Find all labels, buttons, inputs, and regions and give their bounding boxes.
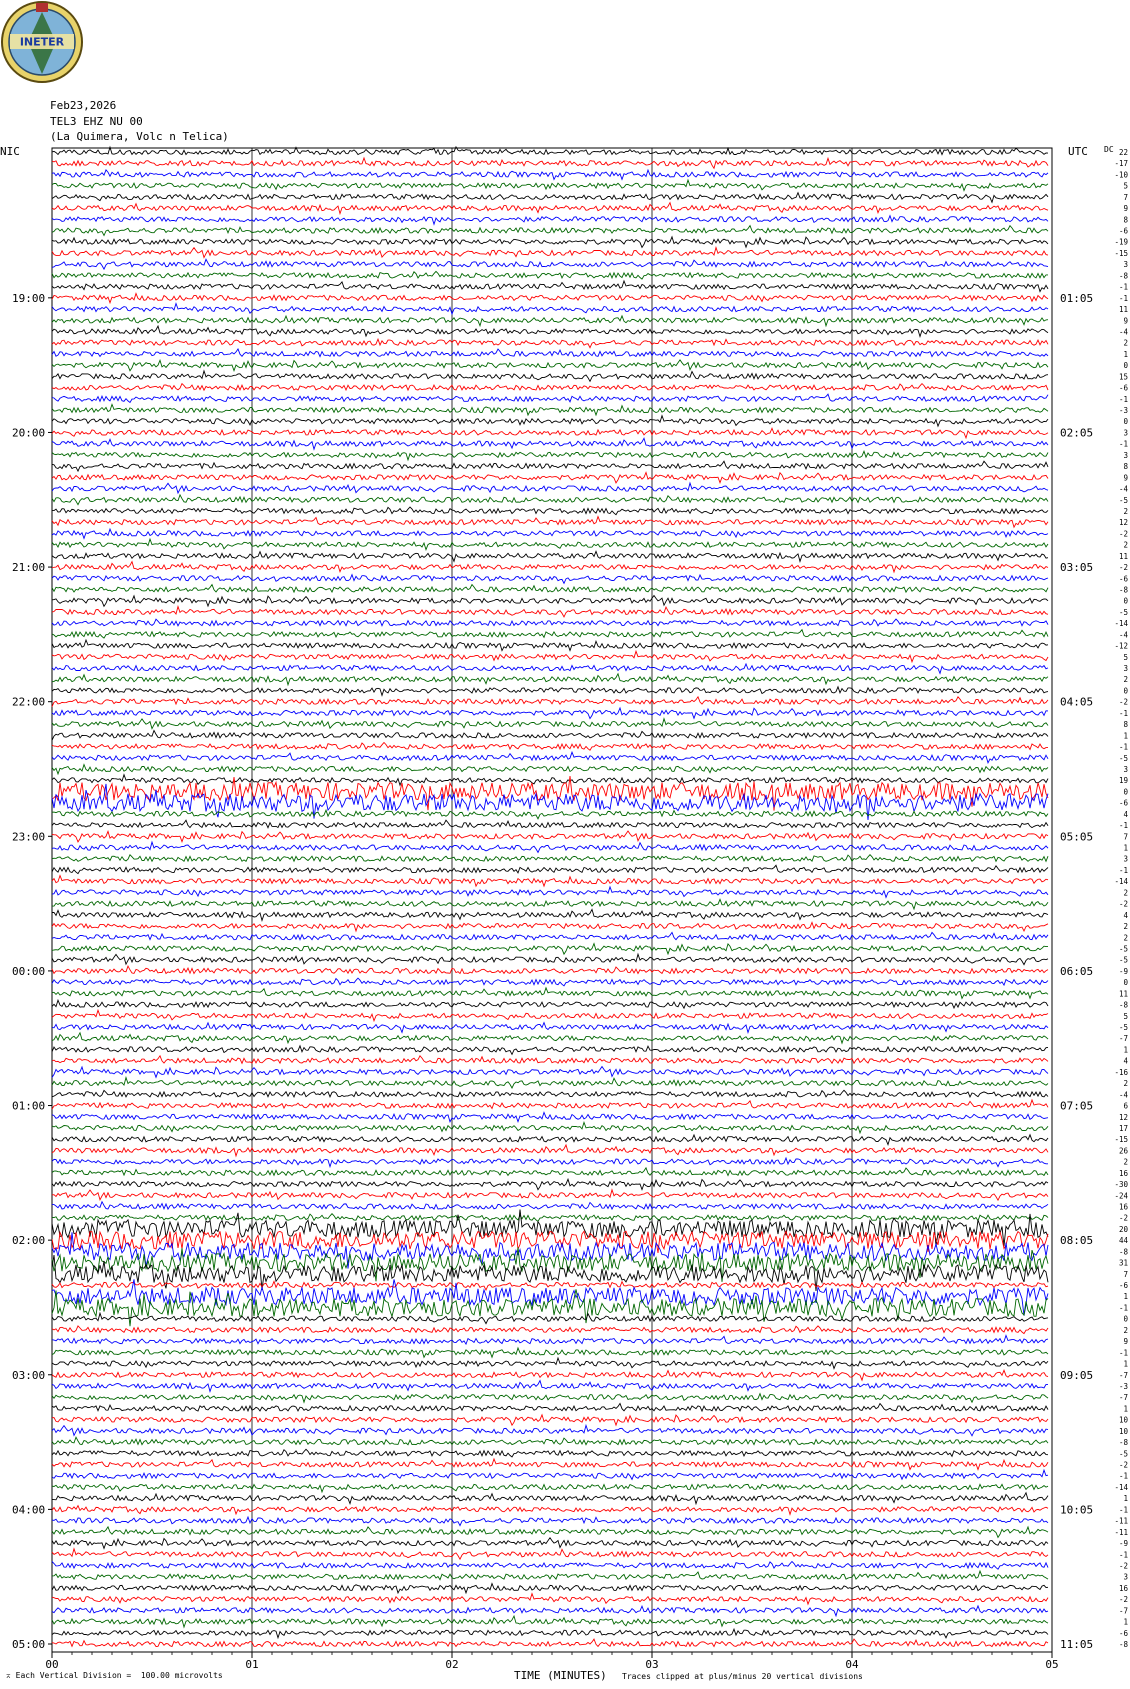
dc-offset-label: -11 [1114,1527,1128,1537]
dc-offset-label: 1 [1123,349,1128,359]
dc-offset-label: 7 [1123,832,1128,842]
dc-offset-label: 4 [1123,1056,1128,1066]
trace-row [52,1202,1048,1209]
trace-row [52,1214,1048,1222]
trace-row [52,203,1048,214]
trace-row [52,1584,1048,1593]
dc-offset-label: -6 [1118,383,1128,393]
trace-row [52,1484,1048,1492]
dc-offset-label: 5 [1123,1011,1128,1021]
dc-offset-label: 26 [1118,1146,1128,1156]
trace-row [52,438,1048,449]
trace-row [52,316,1048,326]
trace-row [52,909,1048,920]
dc-offset-label: -4 [1118,630,1128,640]
dc-offset-label: 7 [1123,192,1128,202]
trace-row [52,483,1048,493]
trace-row [52,1100,1048,1109]
dc-offset-label: 10 [1118,1415,1128,1425]
trace-row [52,495,1048,505]
footer-clip-note: Traces clipped at plus/minus 20 vertical divisions [622,1672,863,1681]
nic-time-label: 02:00 [12,1234,46,1248]
footer-scale-note: ⌅ Each Vertical Division = 100.00 microvolts [6,1671,223,1680]
dc-offset-label: -16 [1114,1067,1128,1077]
nic-time-label: 23:00 [12,830,46,844]
utc-time-label: 01:05 [1060,291,1094,305]
utc-time-label: 06:05 [1060,964,1094,978]
dc-offset-label: -7 [1118,1370,1128,1380]
trace-row [52,248,1048,258]
nic-time-label: 22:00 [12,695,46,709]
trace-row [52,1168,1048,1176]
dc-offset-label: -6 [1118,798,1128,808]
dc-offset-label: 11 [1118,989,1128,999]
dc-offset-label: -11 [1114,1516,1128,1526]
trace-row [52,585,1048,593]
trace-row [52,428,1048,438]
dc-offset-label: 3 [1123,428,1128,438]
trace-row [52,1358,1048,1369]
dc-offset-label: -4 [1118,1090,1128,1100]
trace-row [52,1000,1048,1008]
nic-time-label: 01:00 [12,1099,46,1113]
trace-row [52,1067,1048,1078]
dc-offset-label: 4 [1123,809,1128,819]
trace-row [52,1326,1048,1334]
trace-row [52,687,1048,696]
dc-offset-label: -15 [1114,248,1128,258]
dc-offset-label: 22 [1118,148,1128,157]
nic-time-label: 21:00 [12,561,46,575]
dc-offset-label: -5 [1118,944,1128,954]
dc-offset-label: 0 [1123,596,1128,606]
dc-offset-label: 16 [1118,1202,1128,1212]
dc-offset-label: 0 [1123,417,1128,427]
trace-row [52,158,1048,168]
dc-offset-label: 12 [1118,518,1128,528]
dc-offset-label: -1 [1118,821,1128,831]
trace-row [52,1145,1048,1156]
trace-row [52,1370,1048,1380]
dc-offset-label: -1 [1118,1348,1128,1358]
trace-row [52,416,1048,427]
dc-offset-label: -9 [1118,966,1128,976]
utc-time-label: 02:05 [1060,426,1094,440]
dc-offset-label: -5 [1118,955,1128,965]
dc-offset-label: 0 [1123,686,1128,696]
dc-offset-label: 11 [1118,305,1128,315]
right-axis-label: UTC [1068,145,1088,158]
dc-offset-label: -8 [1118,271,1128,281]
trace-row [52,630,1048,638]
dc-offset-label: -14 [1114,619,1128,629]
dc-offset-label: -6 [1118,1281,1128,1291]
trace-row [52,932,1048,940]
trace-row [52,1527,1048,1538]
dc-offset-label: -1 [1118,708,1128,718]
trace-row [52,1190,1048,1200]
trace-row [52,1437,1048,1445]
trace-row [52,1281,1048,1290]
trace-row [52,887,1048,898]
trace-row [52,1470,1048,1479]
trace-row [52,697,1048,707]
trace-row [52,640,1048,651]
trace-row [52,664,1048,674]
x-tick-label: 05 [1045,1658,1059,1671]
utc-time-label: 11:05 [1060,1638,1094,1651]
dc-offset-label: -17 [1114,159,1128,169]
dc-offset-label: -15 [1114,1135,1128,1145]
trace-row [52,954,1048,964]
trace-row [52,1046,1048,1055]
trace-row [52,1394,1048,1403]
dc-offset-label: -5 [1118,1449,1128,1459]
dc-offset-label: 2 [1123,922,1128,932]
dc-offset-label: 44 [1118,1236,1128,1246]
dc-offset-label: -6 [1118,226,1128,236]
dc-offset-label: -12 [1114,641,1128,651]
dc-offset-label: 2 [1123,1157,1128,1167]
trace-row [52,876,1048,887]
nic-time-label: 00:00 [12,964,46,978]
dc-offset-label: -4 [1118,484,1128,494]
dc-offset-label: -8 [1118,1438,1128,1448]
trace-row [52,281,1048,292]
trace-row [52,1616,1048,1627]
trace-row [52,810,1048,819]
trace-row [52,294,1048,303]
trace-row [52,831,1048,842]
dc-offset-label: 9 [1123,1337,1128,1347]
x-tick-label: 03 [645,1658,659,1671]
utc-time-label: 07:05 [1060,1099,1094,1113]
trace-row [52,1135,1048,1145]
trace-row [52,193,1048,203]
dc-offset-label: -8 [1118,585,1128,595]
dc-offset-label: -2 [1118,1460,1128,1470]
dc-offset-label: -1 [1118,293,1128,303]
x-tick-label: 01 [245,1658,259,1671]
trace-row [52,394,1048,402]
trace-row [52,1594,1048,1605]
trace-row [52,899,1048,909]
dc-offset-label: -10 [1114,170,1128,180]
trace-row [52,708,1048,719]
dc-offset-label: 16 [1118,1583,1128,1593]
trace-row [52,371,1048,381]
dc-offset-label: -3 [1118,1381,1128,1391]
dc-offset-label: -2 [1118,697,1128,707]
dc-offset-label: 1 [1123,1617,1128,1627]
nic-time-label: 05:00 [12,1638,46,1651]
dc-offset-label: -2 [1118,1595,1128,1605]
dc-offset-label: 2 [1123,933,1128,943]
dc-offset-label: 3 [1123,1572,1128,1582]
dc-offset-label: -14 [1114,877,1128,887]
trace-row [52,271,1048,279]
trace-row [52,539,1048,550]
trace-row [52,1425,1048,1435]
dc-offset-label: -2 [1118,1213,1128,1223]
dc-offset-label: -5 [1118,495,1128,505]
dc-offset-label: -8 [1118,1000,1128,1010]
trace-row [52,1336,1048,1345]
trace-row [52,1023,1048,1033]
dc-offset-label: 0 [1123,1314,1128,1324]
trace-row [52,1493,1048,1504]
dc-offset-label: -2 [1118,563,1128,573]
dc-offset-label: -5 [1118,753,1128,763]
trace-row [52,1404,1048,1412]
dc-offset-label: -6 [1118,1628,1128,1638]
dc-offset-label: 7 [1123,1269,1128,1279]
dc-offset-label: 5 [1123,652,1128,662]
dc-offset-label: 1 [1123,1045,1128,1055]
trace-row [52,1449,1048,1457]
trace-row [52,674,1048,685]
trace-row [52,1538,1048,1549]
trace-row [52,1639,1048,1647]
dc-offset-label: 2 [1123,338,1128,348]
dc-offset-label: -30 [1114,1180,1128,1190]
dc-offset-label: -9 [1118,1539,1128,1549]
trace-row [52,978,1048,986]
trace-row [52,1549,1048,1559]
dc-offset-label: 2 [1123,888,1128,898]
dc-offset-label: 31 [1118,1258,1128,1268]
trace-row [52,922,1048,931]
dc-offset-label: -8 [1118,1640,1128,1649]
dc-offset-label: -5 [1118,1023,1128,1033]
trace-row [52,1459,1048,1470]
dc-offset-label: -1 [1118,394,1128,404]
dc-offset-label: -1 [1118,742,1128,752]
dc-offset-label: -4 [1118,327,1128,337]
dc-offset-label: -1 [1118,865,1128,875]
x-tick-label: 00 [45,1658,59,1671]
dc-offset-label: 9 [1123,473,1128,483]
header-location: (La Quimera, Volc n Telica) [50,130,229,143]
trace-row [52,349,1048,357]
dc-offset-label: -3 [1118,406,1128,416]
dc-offset-label: -1 [1118,1505,1128,1515]
dc-offset-label: 19 [1118,776,1128,786]
dc-offset-label: -1 [1118,439,1128,449]
utc-time-label: 08:05 [1060,1234,1094,1248]
dc-offset-label: -2 [1118,529,1128,539]
trace-row [52,1562,1048,1570]
utc-time-label: 03:05 [1060,561,1094,575]
trace-row [52,1348,1048,1357]
trace-row [52,651,1048,662]
dc-offset-label: 1 [1123,1404,1128,1414]
trace-row [52,304,1048,315]
trace-row [52,326,1048,336]
trace-row [52,170,1048,180]
trace-row [52,259,1048,269]
x-tick-label: 04 [845,1658,859,1671]
utc-time-label: 10:05 [1060,1503,1094,1517]
utc-time-label: 05:05 [1060,830,1094,844]
x-axis-title: TIME (MINUTES) [514,1669,607,1682]
dc-offset-label: 8 [1123,462,1128,472]
trace-row [52,743,1048,751]
dc-offset-label: 2 [1123,1079,1128,1089]
dc-offset-label: -14 [1114,1482,1128,1492]
trace-row [52,775,1048,786]
dc-offset-label: 6 [1123,1101,1128,1111]
dc-offset-label: 11 [1118,551,1128,561]
header-station: TEL3 EHZ NU 00 [50,115,143,128]
utc-time-label: 09:05 [1060,1368,1094,1382]
dc-offset-label: 2 [1123,540,1128,550]
dc-offset-label: -24 [1114,1191,1128,1201]
dc-offset-label: 2 [1123,675,1128,685]
trace-row [52,473,1048,483]
nic-time-label: 03:00 [12,1368,46,1382]
dc-offset-label: 3 [1123,450,1128,460]
trace-row [52,339,1048,348]
logo-text: INETER [19,35,65,49]
dc-offset-label: 15 [1118,372,1128,382]
dc-label: DC [1104,145,1114,154]
dc-offset-label: 9 [1123,316,1128,326]
trace-row [52,1122,1048,1133]
dc-offset-label: 0 [1123,361,1128,371]
trace-row [52,1571,1048,1580]
plot-frame [52,148,1052,1652]
dc-offset-label: 12 [1118,1112,1128,1122]
trace-row [52,988,1048,999]
trace-row [52,1517,1048,1526]
trace-row [52,619,1048,626]
dc-offset-label: -7 [1118,1393,1128,1403]
trace-row [52,1381,1048,1392]
trace-row [52,1629,1048,1638]
x-tick-label: 02 [445,1658,459,1671]
trace-row [52,360,1048,371]
trace-row [52,451,1048,460]
trace-row [52,517,1048,528]
dc-offset-label: -7 [1118,1034,1128,1044]
dc-offset-label: 3 [1123,854,1128,864]
trace-row [52,731,1048,741]
trace-row [52,216,1048,225]
dc-offset-label: -1 [1118,1550,1128,1560]
trace-row [52,384,1048,391]
trace-row [52,1158,1048,1167]
dc-offset-label: 4 [1123,910,1128,920]
dc-offset-label: -7 [1118,1606,1128,1616]
trace-row [52,1010,1048,1021]
dc-offset-label: -2 [1118,899,1128,909]
dc-offset-label: -19 [1114,237,1128,247]
dc-offset-label: 17 [1118,1123,1128,1133]
dc-offset-label: 1 [1123,731,1128,741]
dc-offset-label: 5 [1123,181,1128,191]
trace-row [52,1078,1048,1088]
trace-row [52,226,1048,236]
dc-offset-label: 0 [1123,787,1128,797]
trace-row [52,404,1048,415]
dc-offset-label: -1 [1118,1303,1128,1313]
dc-offset-label: 8 [1123,215,1128,225]
trace-row [52,461,1048,471]
scale-note-text: Each Vertical Division = 100.00 microvolts [15,1671,223,1680]
trace-row [52,944,1048,955]
dc-offset-label: 3 [1123,664,1128,674]
dc-offset-label: -2 [1118,1561,1128,1571]
dc-offset-label: 2 [1123,1325,1128,1335]
trace-row [52,865,1048,873]
dc-offset-label: 2 [1123,506,1128,516]
nic-time-label: 20:00 [12,426,46,440]
dc-offset-label: 1 [1123,1359,1128,1369]
dc-offset-label: 10 [1118,1426,1128,1436]
header-date: Feb23,2026 [50,99,117,112]
dc-offset-label: 0 [1123,978,1128,988]
dc-offset-label: 1 [1123,1292,1128,1302]
trace-row [52,1033,1048,1043]
dc-offset-label: -1 [1118,282,1128,292]
dc-offset-label: -1 [1118,1471,1128,1481]
nic-time-label: 19:00 [12,291,46,305]
dc-offset-label: -5 [1118,607,1128,617]
dc-offset-label: -8 [1118,1247,1128,1257]
dc-offset-label: 3 [1123,260,1128,270]
trace-row [52,562,1048,572]
dc-offset-label: -6 [1118,574,1128,584]
trace-row [52,1415,1048,1425]
trace-row [52,575,1048,584]
trace-row [52,1090,1048,1097]
trace-row [52,1112,1048,1121]
trace-row [52,855,1048,862]
trace-row [52,1056,1048,1064]
dc-offset-label: 3 [1123,764,1128,774]
trace-row [52,820,1048,828]
trace-row [52,765,1048,774]
dc-offset-label: 1 [1123,1494,1128,1504]
dc-offset-label: 1 [1123,843,1128,853]
trace-row [52,1179,1048,1190]
trace-row [52,1606,1048,1616]
trace-row [52,237,1048,248]
dc-offset-label: 9 [1123,204,1128,214]
nic-time-label: 04:00 [12,1503,46,1517]
trace-row [52,607,1048,617]
dc-offset-label: 8 [1123,720,1128,730]
trace-row [52,966,1048,973]
trace-row [52,719,1048,729]
left-axis-label: NIC [0,145,20,158]
trace-row [52,551,1048,561]
trace-row [52,180,1048,191]
trace-row [52,752,1048,763]
trace-row [52,596,1048,607]
trace-row [52,529,1048,538]
trace-row [52,1506,1048,1515]
utc-time-label: 04:05 [1060,695,1094,709]
trace-row [52,842,1048,852]
dc-offset-label: 20 [1118,1224,1128,1234]
trace-row [52,507,1048,515]
dc-offset-label: 16 [1118,1168,1128,1178]
